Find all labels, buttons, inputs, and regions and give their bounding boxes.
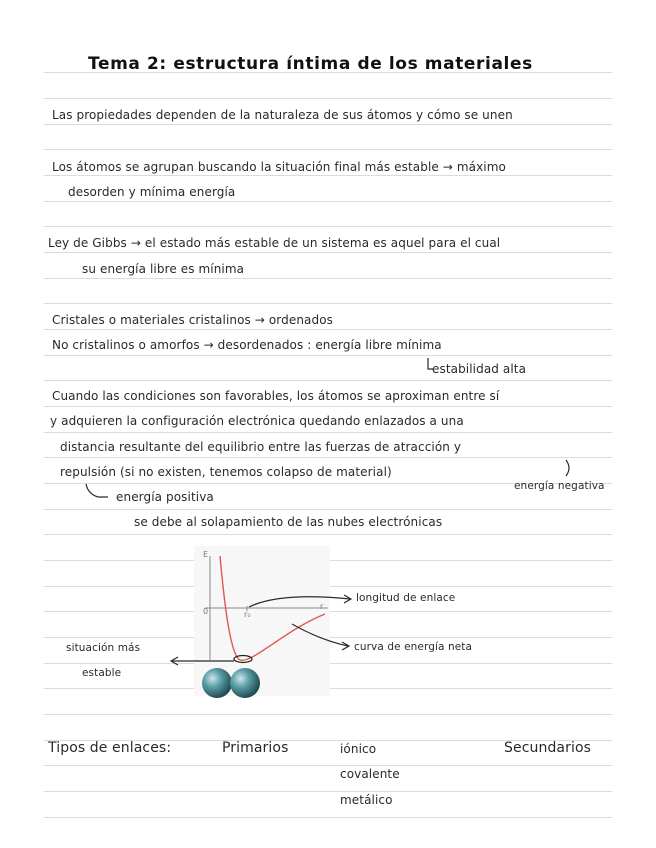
axis-label-distance: r	[320, 602, 324, 611]
note-line: repulsión (si no existen, tenemos colapso de material)	[60, 465, 392, 479]
annotation-positive-energy: energía positiva	[116, 490, 214, 504]
axis-label-r0: r₀	[244, 610, 251, 619]
axis-label-origin: 0	[203, 607, 209, 616]
note-line: No cristalinos o amorfos → desordenados : energía libre mínima	[52, 338, 442, 352]
label-most-stable-2: estable	[82, 667, 122, 679]
atom-sphere	[230, 668, 260, 698]
label-net-energy-curve: curva de energía neta	[354, 641, 473, 653]
pointer-arrow	[249, 597, 350, 607]
bond-type-item: metálico	[340, 793, 393, 807]
hook-arrow	[86, 484, 108, 497]
pointer-arrow	[292, 624, 348, 646]
bond-types-heading: Tipos de enlaces:	[48, 740, 172, 756]
note-line: y adquieren la configuración electrónica quedando enlazados a una	[50, 414, 464, 428]
note-line: se debe al solapamiento de las nubes electrónicas	[134, 515, 443, 529]
page-title: Tema 2: estructura íntima de los materiales	[88, 54, 533, 74]
note-line: su energía libre es mínima	[82, 262, 245, 276]
note-line: distancia resultante del equilibrio entre las fuerzas de atracción y	[60, 440, 462, 454]
primary-bonds-label: Primarios	[222, 740, 289, 756]
atom-sphere	[202, 668, 232, 698]
note-line: Ley de Gibbs → el estado más estable de un sistema es aquel para el cual	[48, 236, 501, 250]
bond-type-item: covalente	[340, 767, 400, 781]
axis-label-energy: E	[203, 550, 209, 559]
label-most-stable: situación más	[66, 642, 141, 654]
note-line: Las propiedades dependen de la naturaleza de sus átomos y cómo se unen	[52, 108, 513, 122]
bond-type-item: iónico	[340, 742, 377, 756]
note-line: Los átomos se agrupan buscando la situación final más estable → máximo	[52, 160, 506, 174]
brace-mark	[566, 460, 569, 476]
note-line: desorden y mínima energía	[68, 185, 236, 199]
secondary-bonds-label: Secundarios	[504, 740, 592, 756]
note-line: Cristales o materiales cristalinos → ordenados	[52, 313, 333, 327]
note-line: estabilidad alta	[432, 362, 527, 376]
note-line: Cuando las condiciones son favorables, los átomos se aproximan entre sí	[52, 389, 500, 403]
hook-arrow	[428, 358, 434, 369]
annotation-negative-energy: energía negativa	[514, 480, 605, 492]
label-bond-length: longitud de enlace	[356, 592, 456, 604]
